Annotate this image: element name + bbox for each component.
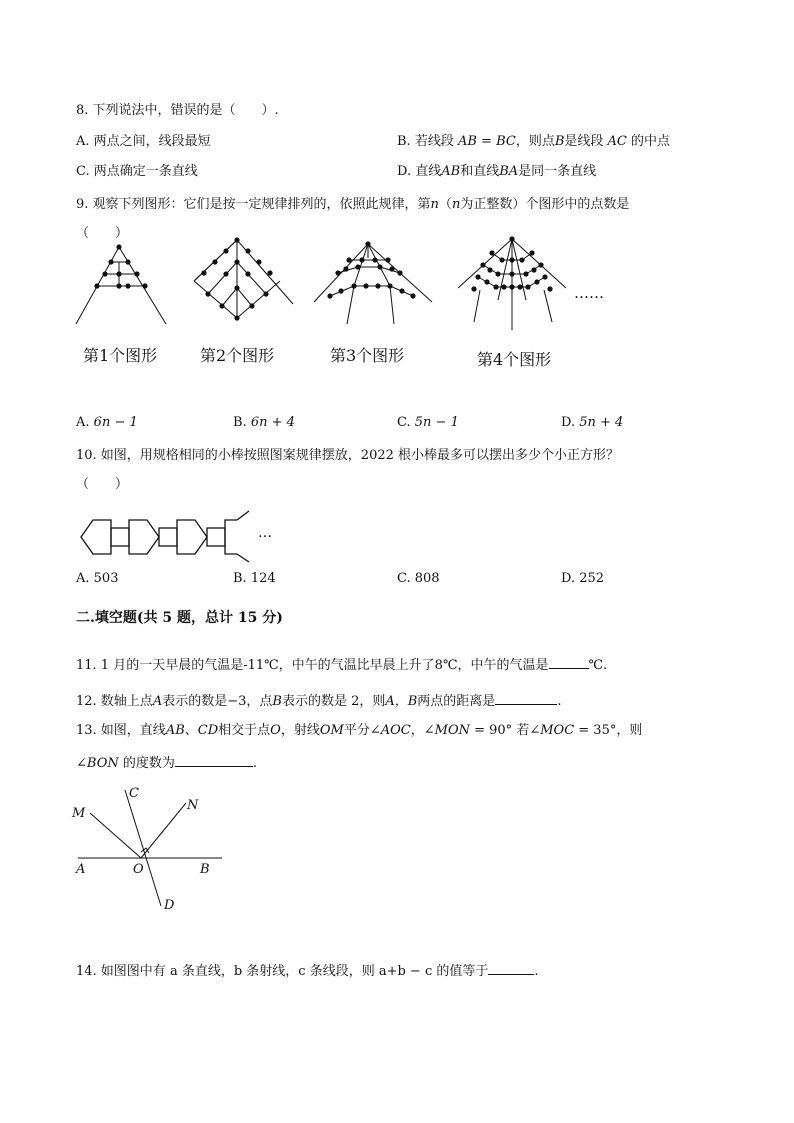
q11: 11. 1 月的一天早晨的气温是-11℃，中午的气温比早晨上升了8℃，中午的气温是 ℃. — [76, 654, 607, 675]
section-heading-fill-in: 二.填空题(共 5 题，总计 15 分) — [76, 610, 283, 626]
q9-option-a: A. 6n − 1 — [76, 415, 138, 430]
q13-label-m: M — [72, 806, 86, 821]
q10-stem: 10. 如图，用规格相同的小棒按照图案规律摆放，2022 根小棒最多可以摆出多少个小正方形？ — [76, 448, 620, 463]
q13-label-b: B — [200, 862, 210, 877]
q13-line2: ∠BON 的度数为 . — [76, 752, 257, 773]
q13-label-c: C — [129, 786, 139, 801]
q8-option-b: B. 若线段 AB = BC，则点B是线段 AC 的中点 — [397, 134, 671, 149]
q14-answer-blank[interactable] — [488, 960, 534, 975]
q8-option-d: D. 直线AB和直线BA是同一条直线 — [397, 164, 597, 179]
q8-option-c: C. 两点确定一条直线 — [76, 164, 198, 179]
q9-option-c: C. 5n − 1 — [397, 415, 459, 430]
q8-stem: 8. 下列说法中，错误的是（ ）. — [76, 103, 279, 118]
q9-caption-1: 第1个图形 — [83, 346, 158, 365]
q10-option-c: C. 808 — [397, 571, 440, 586]
q14: 14. 如图图中有 a 条直线，b 条射线，c 条线段，则 a+b − c 的值等于 . — [76, 960, 539, 981]
q9-caption-4: 第4个图形 — [477, 350, 552, 369]
q13-label-n: N — [187, 798, 199, 813]
q9-ellipsis: …… — [574, 284, 604, 302]
q9-answer-paren: （ ） — [76, 226, 129, 241]
q13-label-o: O — [133, 862, 144, 877]
q10-ellipsis: … — [258, 525, 272, 541]
q10-option-d: D. 252 — [561, 571, 605, 586]
q12: 12. 数轴上点A表示的数是−3，点B表示的数是 2，则A，B两点的距离是 . — [76, 690, 561, 711]
q9-caption-3: 第3个图形 — [330, 346, 405, 365]
q13-label-d: D — [164, 898, 175, 913]
q8-option-a: A. 两点之间，线段最短 — [76, 134, 211, 149]
q13-label-a: A — [76, 862, 86, 877]
q10-option-b: B. 124 — [233, 571, 276, 586]
q10-answer-paren: （ ） — [76, 477, 129, 492]
q9-option-d: D. 5n + 4 — [561, 415, 624, 430]
q13-line1: 13. 如图，直线AB、CD相交于点O，射线OM平分∠AOC，∠MON = 90° 若∠MOC = 35°，则 — [76, 723, 643, 738]
q9-caption-2: 第2个图形 — [200, 346, 275, 365]
q9-stem: 9. 观察下列图形：它们是按一定规律排列的，依照此规律，第n（n为正整数）个图形中的点数是 — [76, 197, 630, 212]
q10-option-a: A. 503 — [76, 571, 119, 586]
q9-option-b: B. 6n + 4 — [233, 415, 295, 430]
